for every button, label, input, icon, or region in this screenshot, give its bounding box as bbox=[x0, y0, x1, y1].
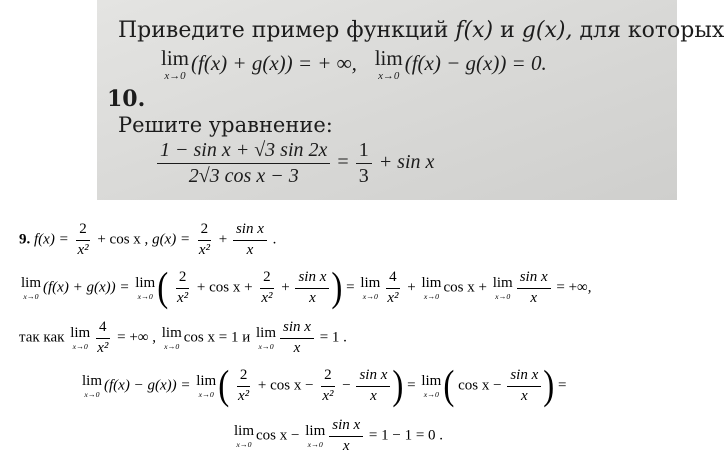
fraction: $\frac{2}{\text{x²}}$ bbox=[77, 221, 89, 258]
left-paren: ( bbox=[218, 363, 230, 409]
equation-fraction: $\frac{\text{1 − sin x + √3 sin 2x}}{\text{2√3 cos x − 3}}$ bbox=[157, 140, 330, 187]
fraction: $\frac{2}{\text{x²}}$ bbox=[261, 269, 273, 306]
plus: + bbox=[218, 231, 228, 248]
problem-9-statement bbox=[118, 18, 724, 43]
cos-limit: cos x = 1 bbox=[183, 329, 239, 346]
problem-photo bbox=[97, 0, 724, 200]
equals: = bbox=[346, 279, 355, 296]
conjunction: и bbox=[500, 18, 515, 43]
fraction: $\frac{\text{sin x}}{x}$ bbox=[507, 368, 541, 405]
term: cos x − bbox=[256, 427, 300, 444]
limit-symbol: lim x→0 bbox=[256, 324, 277, 351]
task-number: 10. bbox=[107, 86, 146, 112]
right-paren: ) bbox=[392, 363, 404, 409]
fraction: $\frac{2}{\text{x²}}$ bbox=[176, 269, 189, 306]
fraction: $\frac{\text{sin x}}{x}$ bbox=[517, 270, 551, 307]
statement-text-end: для которых bbox=[579, 18, 724, 43]
function-f: f(x) bbox=[455, 18, 494, 43]
result: = +∞ , bbox=[117, 329, 156, 346]
solution-row-2 bbox=[19, 265, 592, 311]
difference-limit: (f(x) − g(x)) = bbox=[104, 377, 191, 394]
limit-symbol: lim x→0 bbox=[360, 274, 381, 301]
solution-row-5 bbox=[232, 418, 443, 455]
left-paren: ( bbox=[443, 363, 455, 409]
equals-sign: = bbox=[337, 151, 349, 174]
one-third: $\frac{1}{3}$ bbox=[356, 140, 372, 187]
term: cos x − bbox=[458, 377, 502, 394]
conjunction: и bbox=[242, 329, 251, 346]
limit-symbol: lim x→0 bbox=[21, 274, 42, 301]
solve-label: Решите уравнение: bbox=[118, 113, 333, 137]
limit-symbol: lim x→0 bbox=[82, 372, 103, 399]
minus: − bbox=[342, 377, 351, 394]
term: + cos x − bbox=[257, 377, 314, 394]
limit-symbol: lim x→0 bbox=[234, 422, 255, 449]
problem-10-equation bbox=[155, 140, 434, 187]
function-g: g(x), bbox=[521, 18, 573, 43]
fraction: $\frac{2}{\text{x²}}$ bbox=[322, 367, 334, 404]
solution-row-1 bbox=[19, 222, 276, 259]
condition-difference: (f(x) − g(x)) = 0. bbox=[404, 50, 547, 75]
g-definition: g(x) = bbox=[152, 231, 191, 248]
final-result: = 1 − 1 = 0 . bbox=[368, 427, 444, 444]
fraction: $\frac{4}{\text{x²}}$ bbox=[97, 319, 109, 356]
limit-symbol: lim x→0 bbox=[492, 274, 513, 301]
fraction: $\frac{\text{sin x}}{x}$ bbox=[329, 418, 363, 455]
term: cos x + bbox=[443, 279, 487, 296]
fraction: $\frac{\text{sin x}}{x}$ bbox=[356, 368, 390, 405]
period: . bbox=[272, 231, 277, 248]
fraction: $\frac{\text{sin x}}{x}$ bbox=[233, 222, 267, 259]
solution-number: 9. bbox=[19, 231, 31, 248]
limit-symbol: lim x→0 bbox=[161, 46, 190, 82]
fraction: $\frac{\text{sin x}}{x}$ bbox=[280, 320, 314, 357]
fraction: $\frac{\text{sin x}}{x}$ bbox=[295, 270, 329, 307]
right-paren: ) bbox=[331, 265, 343, 311]
equals: = bbox=[407, 377, 416, 394]
f-definition: f(x) = bbox=[34, 231, 69, 248]
equals: = bbox=[557, 377, 567, 394]
plus: + bbox=[407, 279, 416, 296]
limit-symbol: lim x→0 bbox=[196, 372, 217, 399]
because-text: так как bbox=[19, 329, 65, 346]
statement-text: Приведите пример функций bbox=[118, 18, 449, 43]
result: = +∞, bbox=[556, 279, 592, 296]
limit-symbol: lim x→0 bbox=[421, 372, 442, 399]
right-paren: ) bbox=[543, 363, 555, 409]
solution-row-3 bbox=[19, 320, 347, 357]
fraction: $\frac{2}{\text{x²}}$ bbox=[198, 221, 210, 258]
limit-symbol: lim x→0 bbox=[374, 46, 403, 82]
fraction: $\frac{4}{\text{x²}}$ bbox=[387, 269, 399, 306]
limit-symbol: lim x→0 bbox=[70, 324, 91, 351]
term: + cos x + bbox=[196, 279, 253, 296]
limit-symbol: lim x→0 bbox=[135, 274, 156, 301]
left-paren: ( bbox=[157, 265, 169, 311]
problem-9-conditions bbox=[159, 48, 547, 82]
limit-symbol: lim x→0 bbox=[421, 274, 442, 301]
solution-row-4 bbox=[80, 363, 567, 409]
plus: + bbox=[281, 279, 290, 296]
fraction: $\frac{2}{\text{x²}}$ bbox=[237, 367, 250, 404]
result: = 1 . bbox=[319, 329, 347, 346]
limit-symbol: lim x→0 bbox=[161, 324, 182, 351]
limit-symbol: lim x→0 bbox=[305, 422, 326, 449]
equation-tail: + sin x bbox=[378, 151, 435, 174]
term: + cos x , bbox=[97, 231, 149, 248]
condition-sum: (f(x) + g(x)) = + ∞, bbox=[191, 50, 357, 75]
sum-limit: (f(x) + g(x)) = bbox=[43, 279, 130, 296]
